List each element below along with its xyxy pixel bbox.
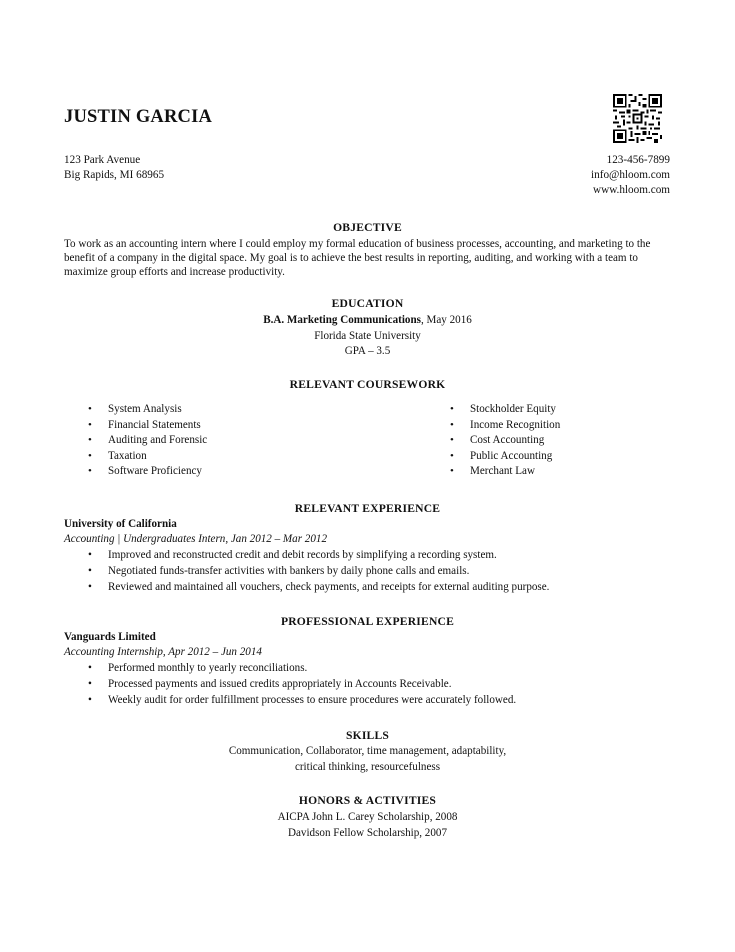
list-item: • Public Accounting (450, 449, 560, 465)
list-item: • Performed monthly to yearly reconciliations. (88, 661, 516, 677)
duties-list (88, 661, 516, 708)
email-address[interactable]: info@hloom.com (591, 169, 670, 181)
education-heading: EDUCATION (331, 297, 404, 310)
list-item: • Income Recognition (450, 418, 560, 434)
relevant-experience-heading: RELEVANT EXPERIENCE (294, 502, 441, 515)
objective-heading: OBJECTIVE (333, 221, 402, 234)
honors-heading: HONORS & ACTIVITIES (298, 794, 437, 807)
school-name: Florida State University (314, 330, 421, 342)
job-role: Accounting | Undergraduates Intern, Jan 2012 – Mar 2012 (64, 533, 327, 545)
website-link[interactable]: www.hloom.com (593, 184, 670, 196)
list-item: • Improved and reconstructed credit and debit records by simplifying a recording system. (88, 548, 549, 564)
coursework-heading: RELEVANT COURSEWORK (289, 378, 446, 391)
degree-name: B.A. Marketing Communications (263, 314, 421, 326)
degree-date: , May 2016 (420, 314, 472, 326)
address-line-2: Big Rapids, MI 68965 (64, 169, 165, 181)
address-line-1: 123 Park Avenue (64, 154, 141, 166)
skills-line-2: critical thinking, resourcefulness (294, 761, 441, 773)
degree-line (0, 313, 735, 329)
employer-name: University of California (64, 518, 177, 530)
list-item: • Cost Accounting (450, 433, 560, 449)
list-item: • Weekly audit for order fulfillment processes to ensure procedures were accurately followed. (88, 693, 516, 709)
objective-text: To work as an accounting intern where I could employ my formal education of business processes, accounting, and marketing to the benefit of a company in the digital space. My goal is to achieve the best results in reporting, auditing, and working with a team to maximize group efforts and increase productivity. (64, 238, 651, 279)
coursework-list-left (88, 402, 207, 480)
list-item: • Negotiated funds-transfer activities with bankers by daily phone calls and emails. (88, 564, 549, 580)
duties-list (88, 548, 549, 595)
skills-heading: SKILLS (345, 729, 390, 742)
list-item: • System Analysis (88, 402, 207, 418)
coursework-list-right (450, 402, 560, 480)
contact-block (591, 153, 670, 198)
skills-line-1: Communication, Collaborator, time management, adaptability, (228, 745, 507, 757)
employer-name: Vanguards Limited (64, 631, 156, 643)
list-item: • Software Proficiency (88, 464, 207, 480)
list-item: • Processed payments and issued credits appropriately in Accounts Receivable. (88, 677, 516, 693)
professional-experience-heading: PROFESSIONAL EXPERIENCE (280, 615, 455, 628)
applicant-name: JUSTIN GARCIA (64, 107, 213, 127)
honor-item: AICPA John L. Carey Scholarship, 2008 (277, 811, 458, 823)
list-item: • Taxation (88, 449, 207, 465)
list-item: • Auditing and Forensic (88, 433, 207, 449)
list-item: • Reviewed and maintained all vouchers, check payments, and receipts for external auditing purpose. (88, 580, 549, 596)
list-item: • Merchant Law (450, 464, 560, 480)
address-block (64, 153, 164, 183)
phone-number: 123-456-7899 (606, 154, 670, 166)
gpa: GPA – 3.5 (344, 345, 391, 357)
list-item: • Financial Statements (88, 418, 207, 434)
list-item: • Stockholder Equity (450, 402, 560, 418)
qr-code-icon (613, 94, 662, 143)
honor-item: Davidson Fellow Scholarship, 2007 (287, 827, 447, 839)
job-role: Accounting Internship, Apr 2012 – Jun 2014 (64, 646, 262, 658)
